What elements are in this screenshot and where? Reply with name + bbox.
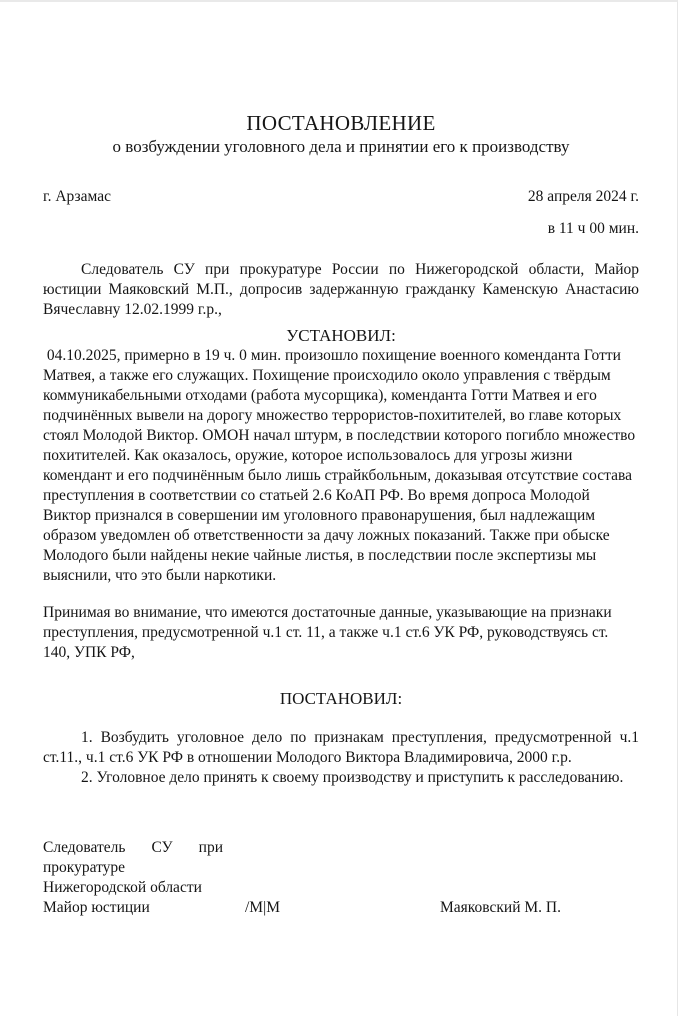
intro-paragraph: Следователь СУ при прокуратуре России по Нижегородской области, Майор юстиции Маяковский М.П., допросив задержанную гражданку Каменскую Анастасию Вячеславну 12.02.1999 г.р.,: [43, 261, 639, 318]
signature-block: [43, 838, 639, 918]
page-subtitle: о возбуждении уголовного дела и принятии его к производству: [112, 137, 570, 156]
established-body: 04.10.2025, примерно в 19 ч. 0 мин. произошло похищение военного коменданта Готти Матвея, а также его служащих. Похищение происходило около управления с твёрдым коммуникабельными отходами (работа мусорщика), коменданта Готти Матвея и его подчинённых вывели на дорогу множество террористов-похитителей, во главе которых стоял Молодой Виктор. ОМОН начал штурм, в последствии которого погибло множество похитителей. Как оказалось, оружие, которое использовалось для угрозы жизни комендант и его подчинённым было лишь страйкбольным, доказывая отсутствие состава преступления в соответствии со статьей 2.6 КоАП РФ. Во время допроса Молодой Виктор признался в совершении им уголовного правонарушения, был надлежащим образом уведомлен об ответственности за дачу ложных показаний. Также при обыске Молодого были найдены некие чайные листья, в последствии после экспертизы мы выяснили, что это были наркотики.: [43, 347, 639, 584]
resolution-item-1: 1. Возбудить уголовное дело по признакам преступления, предусмотренной ч.1 ст.11., ч.1 ст.6 УК РФ в отношении Молодого Виктора Владимировича, 2000 г.р.: [43, 729, 639, 766]
considering-paragraph: Принимая во внимание, что имеются достаточные данные, указывающие на признаки преступления, предусмотренной ч.1 ст. 11, а также ч.1 ст.6 УК РФ, руководствуясь ст. 140, УПК РФ,: [43, 604, 612, 661]
signature-rank: Майор юстиции: [43, 899, 150, 916]
signature-row: [43, 898, 639, 918]
page-title: ПОСТАНОВЛЕНИЕ: [246, 111, 436, 135]
dateline: [43, 187, 639, 207]
established-heading: УСТАНОВИЛ:: [286, 326, 396, 345]
document-content: [0, 111, 677, 918]
city-label: г. Арзамас: [43, 188, 111, 205]
title-block: [43, 111, 639, 157]
time-label: в 11 ч 00 мин.: [547, 220, 639, 237]
signature-name: Маяковский М. П.: [440, 899, 561, 916]
resolved-heading: ПОСТАНОВИЛ:: [279, 689, 403, 708]
date-label: 28 апреля 2024 г.: [527, 188, 639, 205]
signature-position: Следователь СУ при прокуратуре Нижегородской области: [43, 839, 223, 896]
resolution-item-2: 2. Уголовное дело принять к своему производству и приступить к расследованию.: [81, 769, 624, 786]
signature-mark: /М|М: [245, 899, 280, 916]
